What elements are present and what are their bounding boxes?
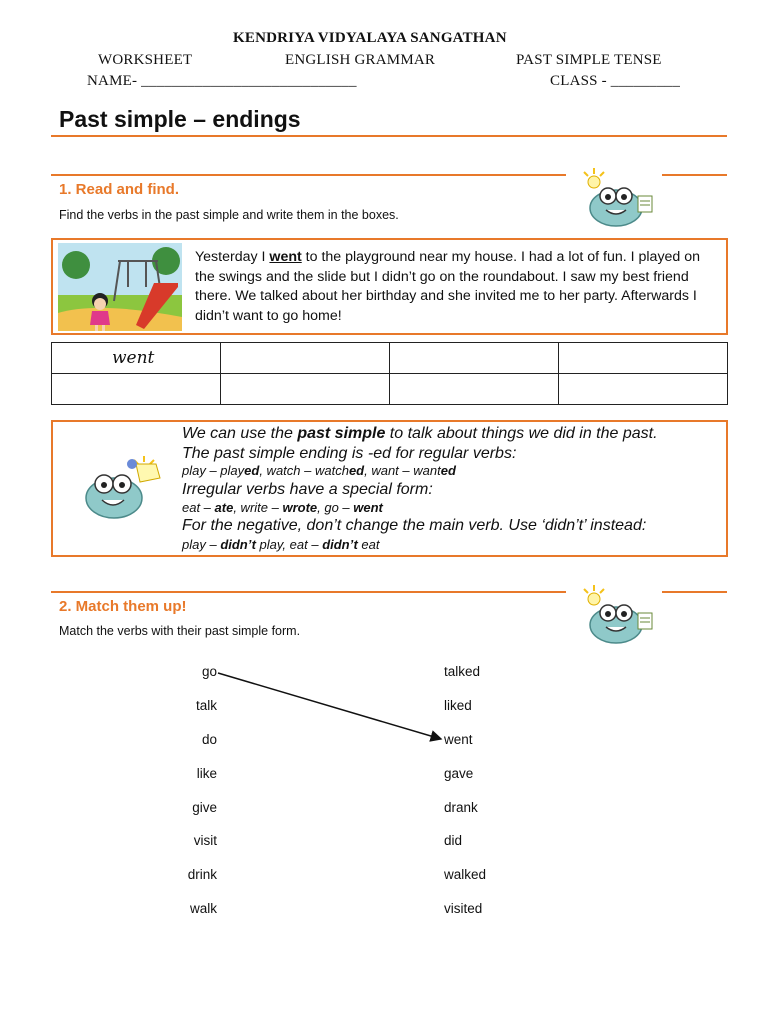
school-name: KENDRIYA VIDYALAYA SANGATHAN [233, 30, 507, 46]
line5-part: eat – [182, 500, 215, 515]
answer-cell[interactable] [390, 374, 559, 405]
rule-line-1c: to talk about things we did in the past. [385, 425, 658, 442]
mascot-icon [572, 164, 660, 230]
section2-rule-right [662, 591, 727, 593]
worksheet-label: WORKSHEET [98, 52, 193, 68]
line5-part: went [353, 500, 383, 515]
page-title: Past simple – endings [59, 106, 301, 132]
story-text [195, 248, 720, 326]
left-verb-give[interactable]: give [192, 800, 217, 815]
playground-illustration [58, 243, 182, 331]
left-verb-like[interactable]: like [196, 766, 217, 781]
left-verb-talk[interactable]: talk [195, 698, 217, 713]
answer-cell[interactable] [52, 374, 221, 405]
right-verb-gave[interactable]: gave [444, 766, 474, 781]
rule-line-1 [182, 425, 658, 443]
section2-title: 2. Match them up! [59, 598, 187, 615]
left-verb-drink[interactable]: drink [187, 867, 217, 882]
right-verb-did[interactable]: did [444, 833, 463, 848]
class-field[interactable]: CLASS - _________ [550, 73, 681, 89]
story-highlight: went [269, 249, 302, 265]
right-verb-drank[interactable]: drank [444, 800, 478, 815]
rule-line-4: Irregular verbs have a special form: [182, 481, 433, 498]
left-verb-walk[interactable]: walk [189, 901, 217, 916]
rule-line-5 [182, 500, 383, 515]
line5-part: , go – [317, 500, 354, 515]
answer-row [52, 374, 728, 405]
line3-part: ed [348, 463, 365, 478]
rule-line-7 [182, 537, 380, 552]
line3-part: ed [244, 463, 260, 478]
left-verb-go[interactable]: go [201, 664, 217, 679]
title-underline [51, 135, 727, 137]
right-verb-talked[interactable]: talked [444, 664, 481, 679]
right-verb-went[interactable]: went [444, 732, 473, 747]
right-verb-visited[interactable]: visited [444, 901, 483, 916]
mascot-icon [572, 581, 660, 647]
line7-part: play, eat – [255, 537, 323, 552]
topic-label: PAST SIMPLE TENSE [516, 52, 662, 68]
section2-instruction: Match the verbs with their past simple form. [59, 624, 301, 638]
line3-part: ed [440, 463, 456, 478]
left-verb-visit[interactable]: visit [193, 833, 217, 848]
line3-part: , watch – watch [259, 463, 349, 478]
subject-label: ENGLISH GRAMMAR [285, 52, 436, 68]
line7-part: didn’t [220, 537, 256, 552]
line5-part: , write – [233, 500, 283, 515]
rule-line-1b: past simple [297, 425, 386, 442]
section1-title: 1. Read and find. [59, 181, 180, 198]
rule-line-6: For the negative, don’t change the main verb. Use ‘didn’t’ instead: [182, 517, 647, 534]
right-verb-liked[interactable]: liked [444, 698, 472, 713]
section1-rule-right [662, 174, 727, 176]
answer-row [52, 343, 728, 374]
answer-cell[interactable] [559, 374, 728, 405]
line7-part: play – [182, 537, 221, 552]
line3-part: , want – want [364, 463, 441, 478]
rule-line-1a: We can use the [182, 425, 298, 442]
answer-cell[interactable] [221, 374, 390, 405]
left-verb-do[interactable]: do [201, 732, 217, 747]
right-verb-walked[interactable]: walked [444, 867, 487, 882]
rule-line-3 [182, 463, 456, 478]
section1-instruction: Find the verbs in the past simple and write them in the boxes. [59, 208, 399, 222]
section1-rule-left [51, 174, 566, 176]
rule-line-2: The past simple ending is -ed for regular verbs: [182, 445, 517, 462]
name-field[interactable]: NAME- ____________________________ [87, 73, 357, 89]
line7-part: eat [357, 537, 380, 552]
line5-part: ate [214, 500, 234, 515]
answer-cell[interactable]: went [52, 343, 221, 374]
section2-rule-left [51, 591, 566, 593]
answer-cell[interactable] [559, 343, 728, 374]
mascot-lightbulb-icon [76, 452, 166, 522]
answer-cell[interactable] [390, 343, 559, 374]
story-part-1: Yesterday I [195, 249, 270, 265]
answer-cell[interactable] [221, 343, 390, 374]
answer-grid [51, 342, 728, 405]
line7-part: didn’t [322, 537, 358, 552]
line5-part: wrote [282, 500, 318, 515]
line3-part: play – play [182, 463, 245, 478]
story-part-2: to the playground near my house. I had a lot of fun. I played on the swings and the slide but I didn’t go on the roundabout. I saw my best friend there. We talked about her birthday and she invited me to her party. Afterwards I didn’t want to go home! [195, 249, 701, 324]
